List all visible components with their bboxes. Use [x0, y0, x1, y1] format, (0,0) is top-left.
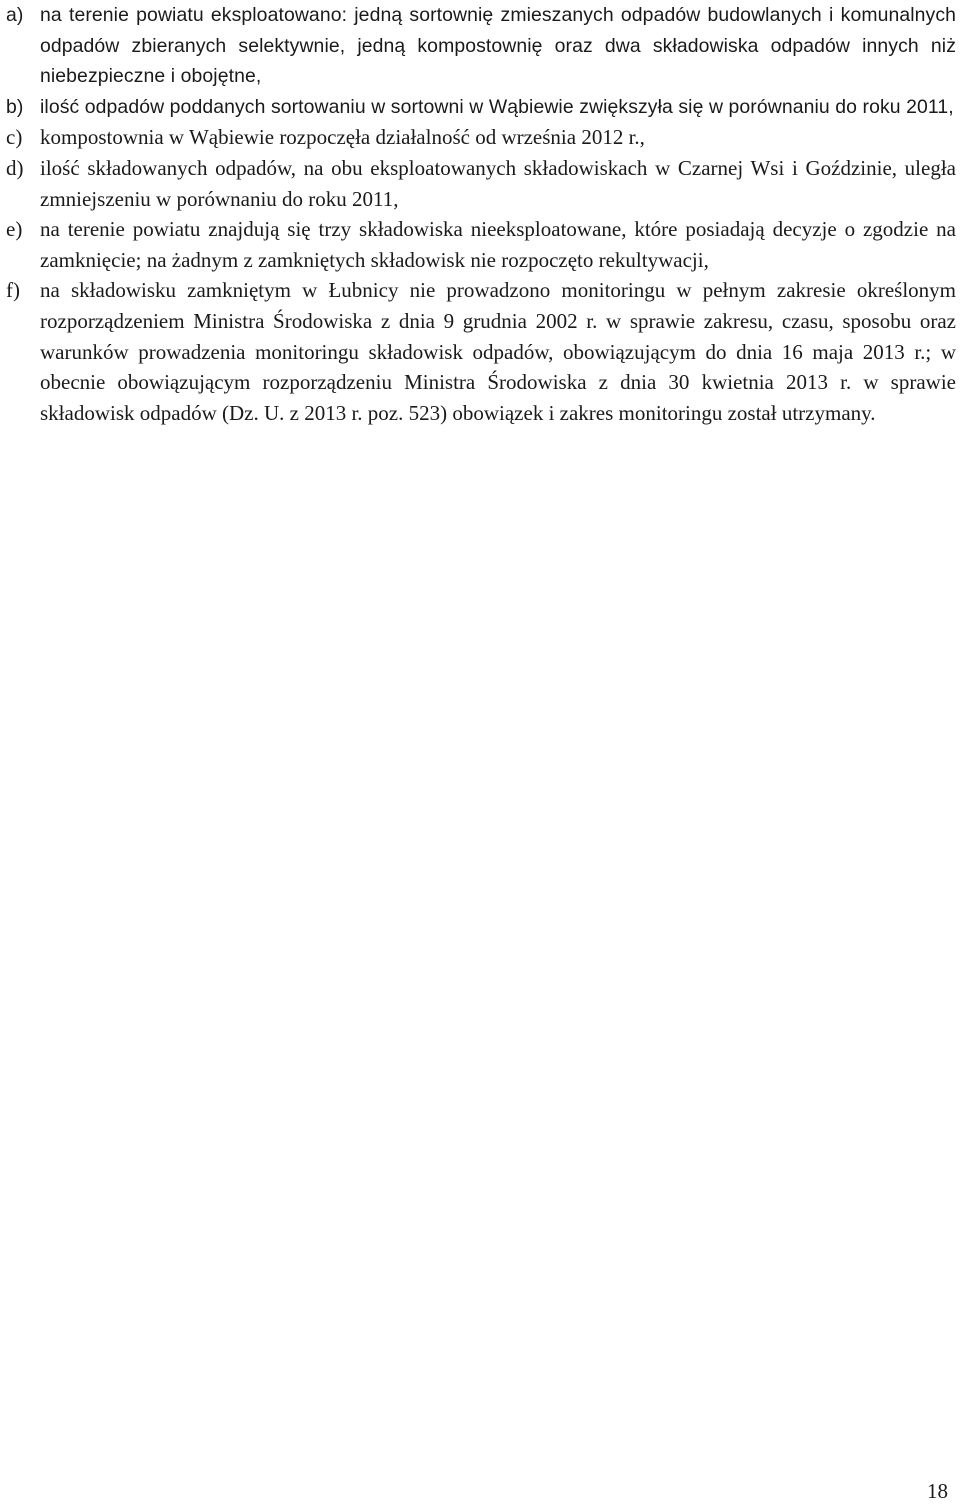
- list-item-text: ilość odpadów poddanych sortowaniu w sortowni w Wąbiewie zwiększyła się w porównaniu do roku 2011,: [40, 95, 954, 118]
- list-item-text: na terenie powiatu znajdują się trzy składowiska nieeksploatowane, które posiadają decyzje o zgodzie na zamknięcie; na żadnym z zamkniętych składowisk nie rozpoczęto rekultywacji,: [40, 217, 956, 272]
- list-item-marker: f): [6, 278, 20, 303]
- list-item-marker: e): [6, 217, 23, 242]
- list-item: [6, 0, 956, 92]
- list-item: [6, 214, 956, 275]
- list-item-marker: b): [6, 95, 24, 118]
- list-item-text: ilość składowanych odpadów, na obu eksploatowanych składowiskach w Czarnej Wsi i Goździnie, uległa zmniejszeniu w porównaniu do roku 2011,: [40, 155, 956, 211]
- list-item-text: na terenie powiatu eksploatowano: jedną sortownię zmieszanych odpadów budowlanych i komunalnych odpadów zbieranych selektywnie, jedną kompostownię oraz dwa składowiska odpadów innych niż niebezpieczne i obojętne,: [40, 4, 956, 88]
- list-item: [6, 92, 956, 123]
- findings-list: [6, 0, 956, 428]
- list-item: [6, 153, 956, 214]
- page-number: 18: [927, 1479, 948, 1503]
- list-item: [6, 275, 956, 428]
- list-item: [6, 122, 956, 153]
- list-item-marker: c): [6, 125, 23, 150]
- list-item-text: kompostownia w Wąbiewie rozpoczęła działalność od września 2012 r.,: [40, 125, 645, 150]
- list-item-marker: a): [6, 4, 24, 26]
- list-item-marker: d): [6, 155, 24, 180]
- list-item-text: na składowisku zamkniętym w Łubnicy nie prowadzono monitoringu w pełnym zakresie określonym rozporządzeniem Ministra Środowiska z dnia 9 grudnia 2002 r. w sprawie zakresu, czasu, sposobu oraz warunków prowadzenia monitoringu składowisk odpadów, obowiązującym do dnia 16 maja 2013 r.; w obecnie obowiązującym rozporządzeniu Ministra Środowiska z dnia 30 kwietnia 2013 r. w sprawie składowisk odpadów (Dz. U. z 2013 r. poz. 523) obowiązek i zakres monitoringu został utrzymany.: [40, 278, 956, 425]
